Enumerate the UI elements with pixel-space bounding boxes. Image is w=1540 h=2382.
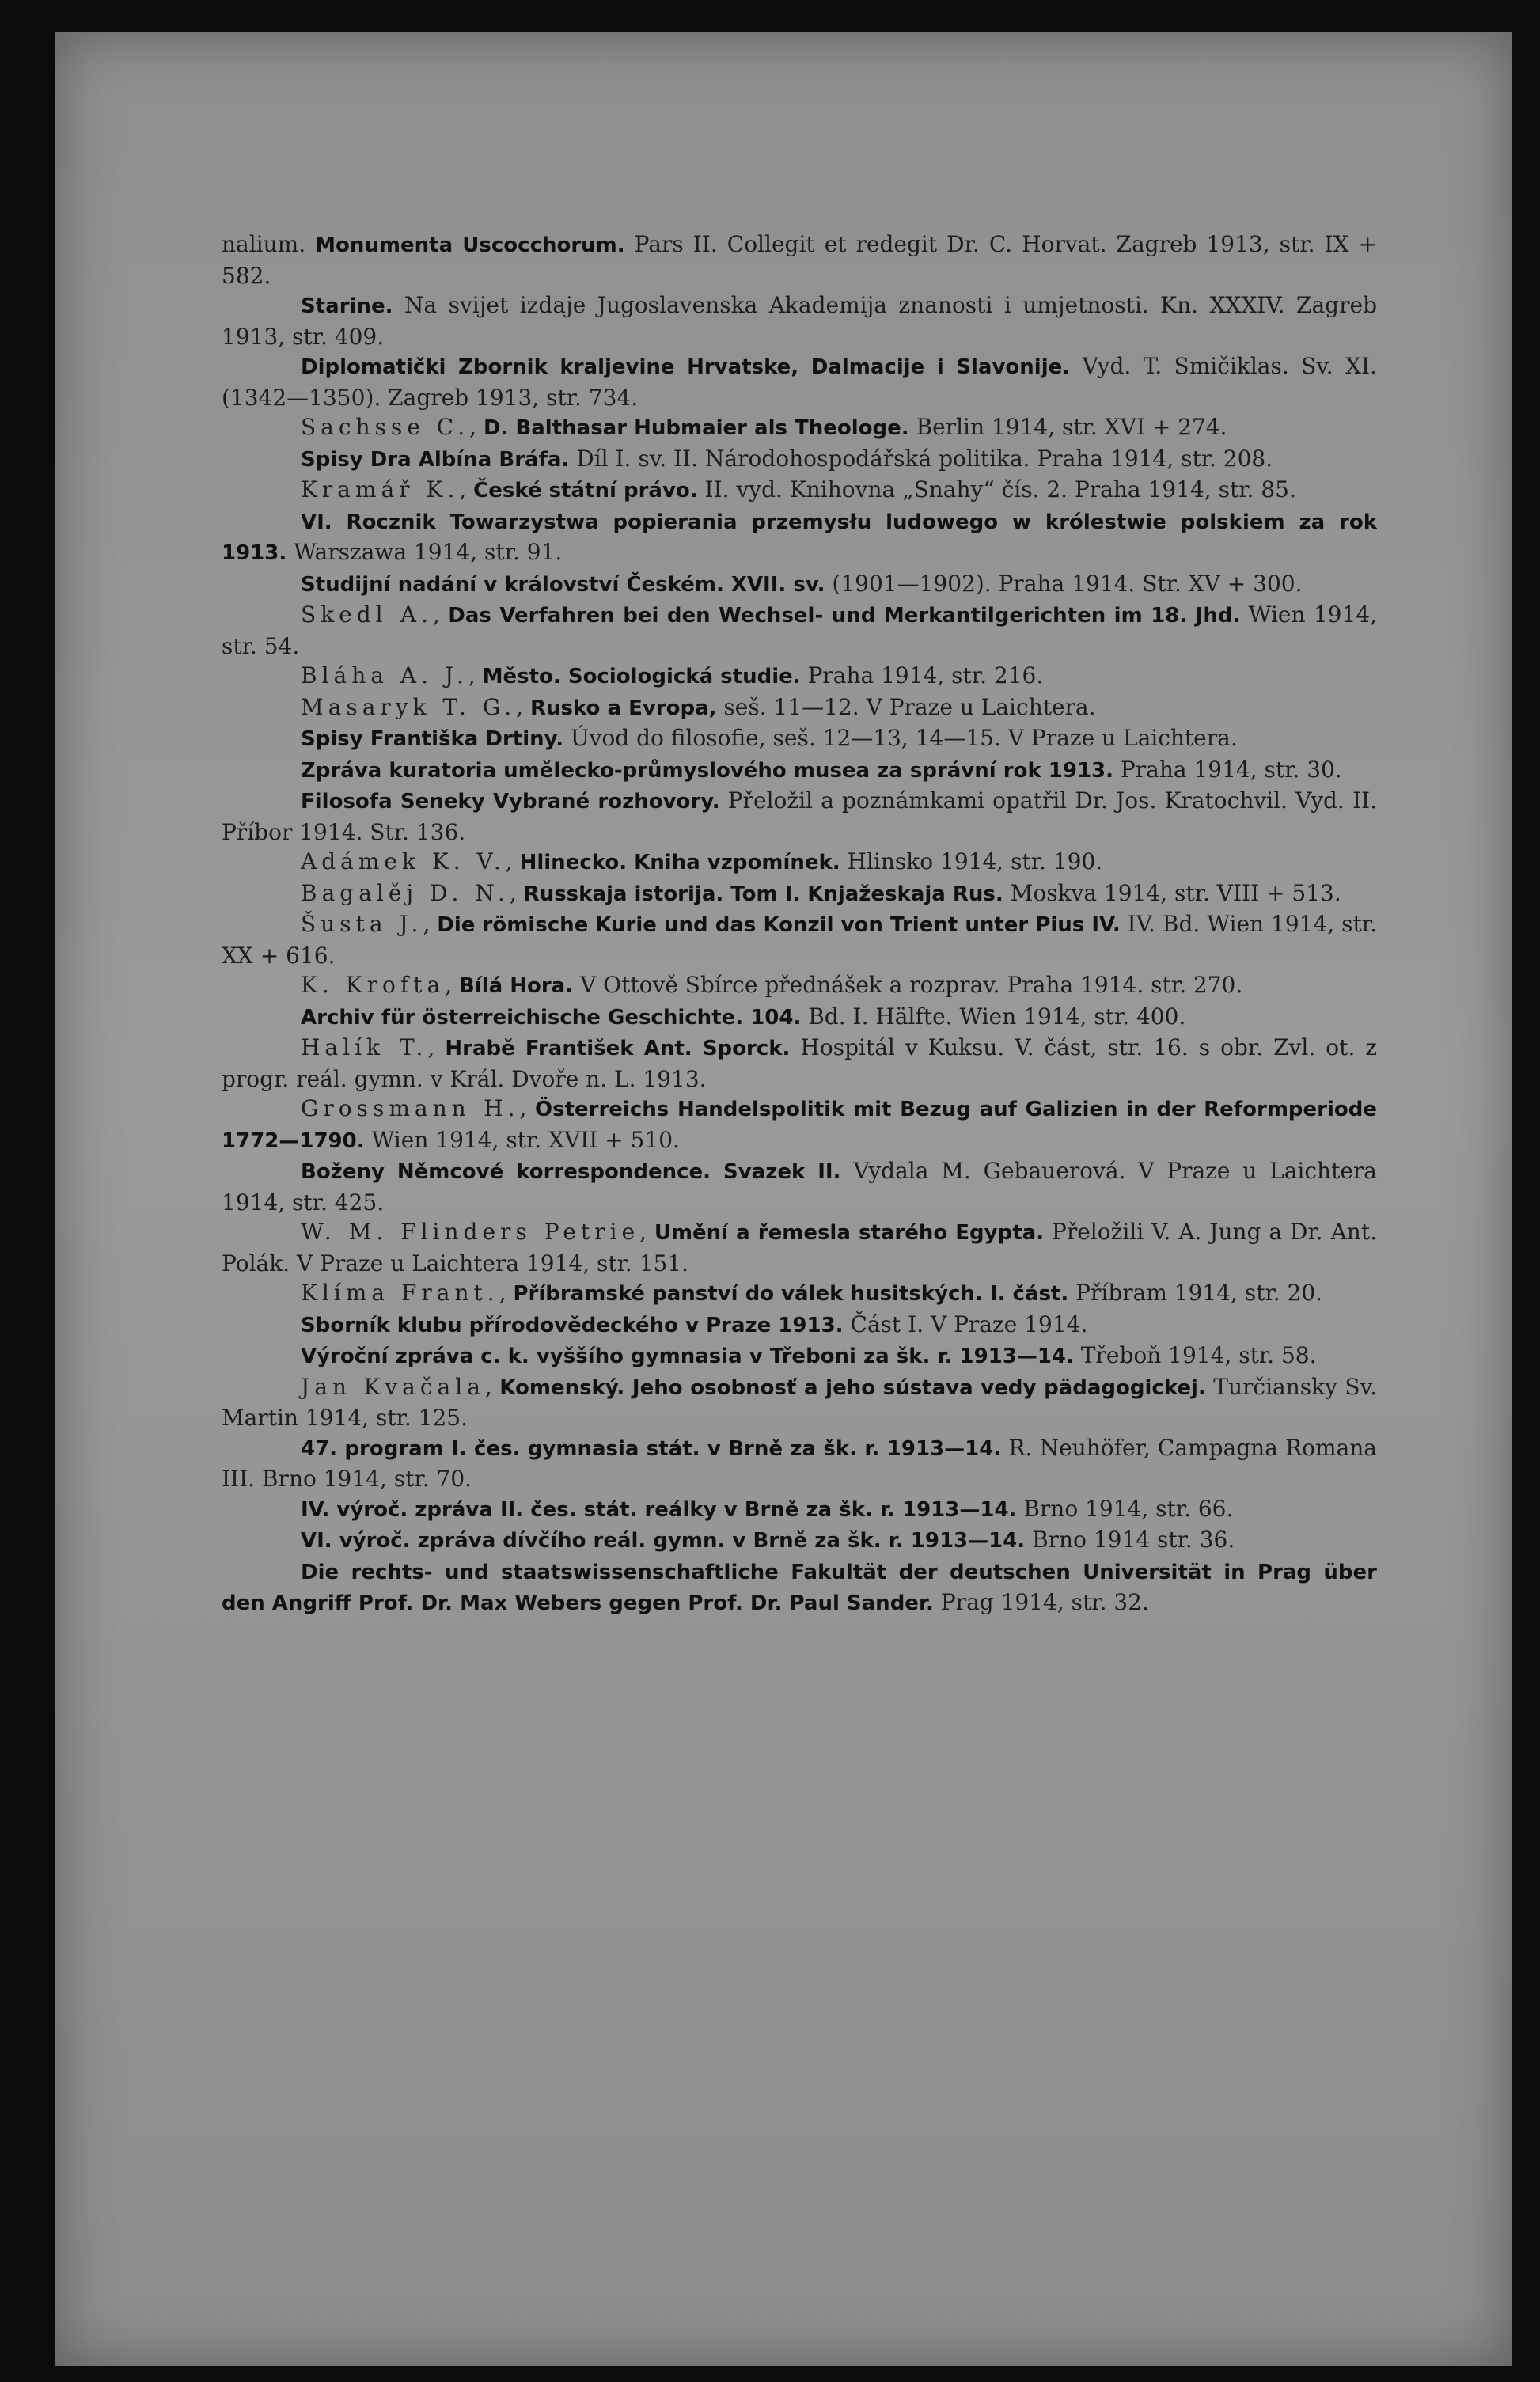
entry-text: Část I. V Praze 1914. <box>843 1310 1088 1337</box>
bibliography-entry <box>222 1156 1377 1217</box>
bibliography-entry <box>222 1433 1377 1494</box>
entry-title: Russkaja istorija. Tom I. Knjažeskaja Rus. <box>523 882 1003 906</box>
bibliography-entry <box>222 1310 1377 1341</box>
bibliography-list <box>222 229 1377 1619</box>
bibliography-entry <box>222 229 1377 290</box>
bibliography-entry <box>222 569 1377 601</box>
entry-text: , <box>469 414 484 440</box>
entry-text: , <box>433 601 449 628</box>
entry-title: Město. Sociologická studie. <box>482 665 801 688</box>
entry-text: , <box>516 693 530 720</box>
bibliography-entry <box>222 475 1377 506</box>
entry-title: Rusko a Evropa, <box>529 696 717 720</box>
entry-text: Berlin 1914, str. XVI + 274. <box>908 414 1227 440</box>
bibliography-entry <box>222 600 1377 661</box>
entry-text: Prag 1914, str. 32. <box>933 1589 1149 1615</box>
entry-author: Bláha A. J. <box>301 662 468 688</box>
scanned-page <box>55 32 1512 2366</box>
bibliography-entry <box>222 1494 1377 1526</box>
entry-text: , <box>484 1373 500 1400</box>
entry-title: VI. výroč. zpráva dívčího reál. gymn. v Brně za šk. r. 1913—14. <box>301 1529 1026 1553</box>
bibliography-entry <box>222 1002 1377 1034</box>
entry-title: Monumenta Uscocchorum. <box>315 233 625 257</box>
entry-text: seš. 11—12. V Praze u Laichtera. <box>716 693 1096 720</box>
bibliography-entry <box>222 970 1377 1002</box>
entry-text: Praha 1914, str. 30. <box>1113 756 1342 783</box>
entry-title: Bílá Hora. <box>459 974 574 998</box>
entry-title: 47. program I. čes. gymnasia stát. v Brně za šk. r. 1913—14. <box>301 1436 1002 1461</box>
entry-text: , <box>459 476 474 503</box>
entry-title: Die römische Kurie und das Konzil von Trient unter Pius IV. <box>437 913 1121 937</box>
entry-text: Úvod do filosofie, seš. 12—13, 14—15. V Praze u Laichtera. <box>563 725 1238 751</box>
entry-title: Spisy Dra Albína Bráfa. <box>301 447 570 472</box>
entry-text: Praha 1914, str. 216. <box>800 662 1044 688</box>
entry-author: Skedl A. <box>301 601 434 628</box>
bibliography-entry <box>222 506 1377 569</box>
entry-title: IV. výroč. zpráva II. čes. stát. reálky v Brně za šk. r. 1913—14. <box>301 1497 1017 1522</box>
entry-text: Brno 1914 str. 36. <box>1025 1527 1235 1553</box>
bibliography-entry <box>222 755 1377 787</box>
bibliography-entry <box>222 1094 1377 1156</box>
entry-title: Studijní nadání v království Českém. XVII. sv. <box>301 572 825 597</box>
entry-title: Zpráva kuratoria umělecko-průmyslového musea za správní rok 1913. <box>301 758 1114 783</box>
entry-text: , <box>509 879 524 906</box>
bibliography-entry <box>222 1033 1377 1094</box>
entry-text: R. Neuhöfer, Campagna Romana III. Brno 1914, str. 70. <box>222 1434 1377 1492</box>
entry-author: Jan Kvačala <box>301 1373 485 1400</box>
entry-title: Hrabě František Ant. Sporck. <box>445 1037 791 1060</box>
bibliography-entry <box>222 692 1377 724</box>
bibliography-entry <box>222 1557 1377 1619</box>
entry-author: Kramář K. <box>301 476 460 503</box>
entry-title: Die rechts- und staatswissenschaftliche Fakultät der deutschen Universität in Prag über den Angriff Prof. Dr. Max Webers gegen Prof. Dr. Paul Sander. <box>222 1560 1377 1615</box>
entry-text: IV. Bd. Wien 1914, str. XX + 616. <box>222 911 1377 969</box>
entry-title: Příbramské panství do válek husitských. I. část. <box>513 1282 1069 1306</box>
bibliography-entry <box>222 847 1377 878</box>
entry-title: VI. Rocznik Towarzystwa popierania przemysłu ludowego w królestwie polskiem za rok 1913. <box>222 510 1377 565</box>
bibliography-entry <box>222 444 1377 476</box>
entry-text: , <box>505 848 520 874</box>
entry-title: České státní právo. <box>473 479 698 503</box>
entry-text: Příbram 1914, str. 20. <box>1068 1280 1323 1306</box>
entry-author: Sachsse C. <box>301 414 470 440</box>
entry-text: Turčiansky Sv. Martin 1914, str. 125. <box>222 1373 1377 1431</box>
entry-text: Přeložil a poznámkami opatřil Dr. Jos. Kratochvil. Vyd. II. Příbor 1914. Str. 136. <box>222 787 1377 845</box>
entry-text: Brno 1914, str. 66. <box>1016 1495 1234 1522</box>
entry-title: Výroční zpráva c. k. vyššího gymnasia v Třeboni za šk. r. 1913—14. <box>301 1345 1074 1368</box>
entry-author: Grossmann H. <box>301 1095 520 1121</box>
entry-text: Třeboň 1914, str. 58. <box>1073 1342 1317 1368</box>
bibliography-entry <box>222 1341 1377 1372</box>
entry-text: Hospitál v Kuksu. V. část, str. 16. s obr. Zvl. ot. z progr. reál. gymn. v Král. Dvoře n. L. 1913. <box>222 1034 1377 1092</box>
entry-text: , <box>499 1280 514 1306</box>
bibliography-entry <box>222 878 1377 910</box>
entry-text: , <box>445 972 459 998</box>
entry-title: Archiv für österreichische Geschichte. 104. <box>301 1005 802 1030</box>
entry-text: Moskva 1914, str. VIII + 513. <box>1003 879 1341 906</box>
entry-text: , <box>423 911 438 937</box>
entry-title: Diplomatički Zbornik kraljevine Hrvatske, Dalmacije i Slavonije. <box>301 355 1071 379</box>
bibliography-entry <box>222 909 1377 970</box>
entry-text: Díl I. sv. II. Národohospodářská politika. Praha 1914, str. 208. <box>569 445 1273 472</box>
entry-title: D. Balthasar Hubmaier als Theologe. <box>483 416 909 440</box>
entry-text: (1901—1902). Praha 1914. Str. XV + 300. <box>825 570 1303 597</box>
bibliography-entry <box>222 723 1377 755</box>
entry-text: II. vyd. Knihovna „Snahy“ čís. 2. Praha 1914, str. 85. <box>697 476 1296 503</box>
bibliography-entry <box>222 1278 1377 1310</box>
entry-text: Vydala M. Gebauerová. V Praze u Laichtera 1914, str. 425. <box>222 1158 1377 1216</box>
entry-author: Šusta J. <box>301 911 423 937</box>
entry-author: Adámek K. V. <box>301 848 506 874</box>
bibliography-entry <box>222 290 1377 351</box>
entry-text: nalium. <box>222 231 316 257</box>
entry-author: W. M. Flinders Petrie <box>301 1219 640 1245</box>
entry-title: Filosofa Seneky Vybrané rozhovory. <box>301 790 720 814</box>
entry-title: Spisy Františka Drtiny. <box>301 727 564 751</box>
entry-title: Komenský. Jeho osobnosť a jeho sústava vedy pädagogickej. <box>499 1375 1206 1400</box>
entry-text: Přeložili V. A. Jung a Dr. Ant. Polák. V Praze u Laichtera 1914, str. 151. <box>222 1219 1377 1276</box>
entry-text: Wien 1914, str. 54. <box>222 601 1377 659</box>
entry-title: Boženy Němcové korrespondence. Svazek II. <box>301 1160 841 1184</box>
bibliography-entry <box>222 661 1377 692</box>
entry-text: Bd. I. Hälfte. Wien 1914, str. 400. <box>801 1003 1186 1030</box>
entry-text: , <box>468 662 483 688</box>
entry-text: , <box>519 1095 536 1121</box>
entry-author: K. Krofta <box>301 972 446 998</box>
entry-text: V Ottově Sbírce přednášek a rozprav. Praha 1914. str. 270. <box>573 972 1243 998</box>
entry-text: Warszawa 1914, str. 91. <box>286 539 563 565</box>
entry-text: Na svijet izdaje Jugoslavenska Akademija znanosti i umjetnosti. Kn. XXXIV. Zagreb 1913, str. 409. <box>222 292 1377 350</box>
entry-text: Vyd. T. Smičiklas. Sv. XI. (1342—1350). Zagreb 1913, str. 734. <box>222 353 1377 411</box>
entry-title: Österreichs Handelspolitik mit Bezug auf Galizien in der Reformperiode 1772—1790. <box>222 1098 1377 1153</box>
entry-title: Starine. <box>301 294 393 318</box>
entry-text: , <box>639 1219 654 1245</box>
entry-author: Halík T. <box>301 1034 428 1060</box>
entry-text: Wien 1914, str. XVII + 510. <box>364 1126 680 1153</box>
bibliography-entry <box>222 786 1377 847</box>
entry-author: Bagalěj D. N. <box>301 879 510 906</box>
entry-title: Hlinecko. Kniha vzpomínek. <box>519 851 840 874</box>
entry-text: , <box>427 1034 446 1060</box>
entry-title: Umění a řemesla starého Egypta. <box>654 1221 1045 1245</box>
bibliography-entry <box>222 412 1377 444</box>
bibliography-entry <box>222 1217 1377 1278</box>
entry-text: Pars II. Collegit et redegit Dr. C. Horvat. Zagreb 1913, str. IX + 582. <box>222 231 1377 289</box>
entry-text: Hlinsko 1914, str. 190. <box>840 848 1103 874</box>
bibliography-entry <box>222 351 1377 412</box>
entry-title: Das Verfahren bei den Wechsel- und Merkantilgerichten im 18. Jhd. <box>448 604 1241 628</box>
bibliography-entry <box>222 1372 1377 1433</box>
entry-author: Masaryk T. G. <box>301 693 517 720</box>
bibliography-entry <box>222 1525 1377 1557</box>
entry-title: Sborník klubu přírodovědeckého v Praze 1913. <box>301 1313 844 1337</box>
entry-author: Klíma Frant. <box>301 1280 499 1306</box>
